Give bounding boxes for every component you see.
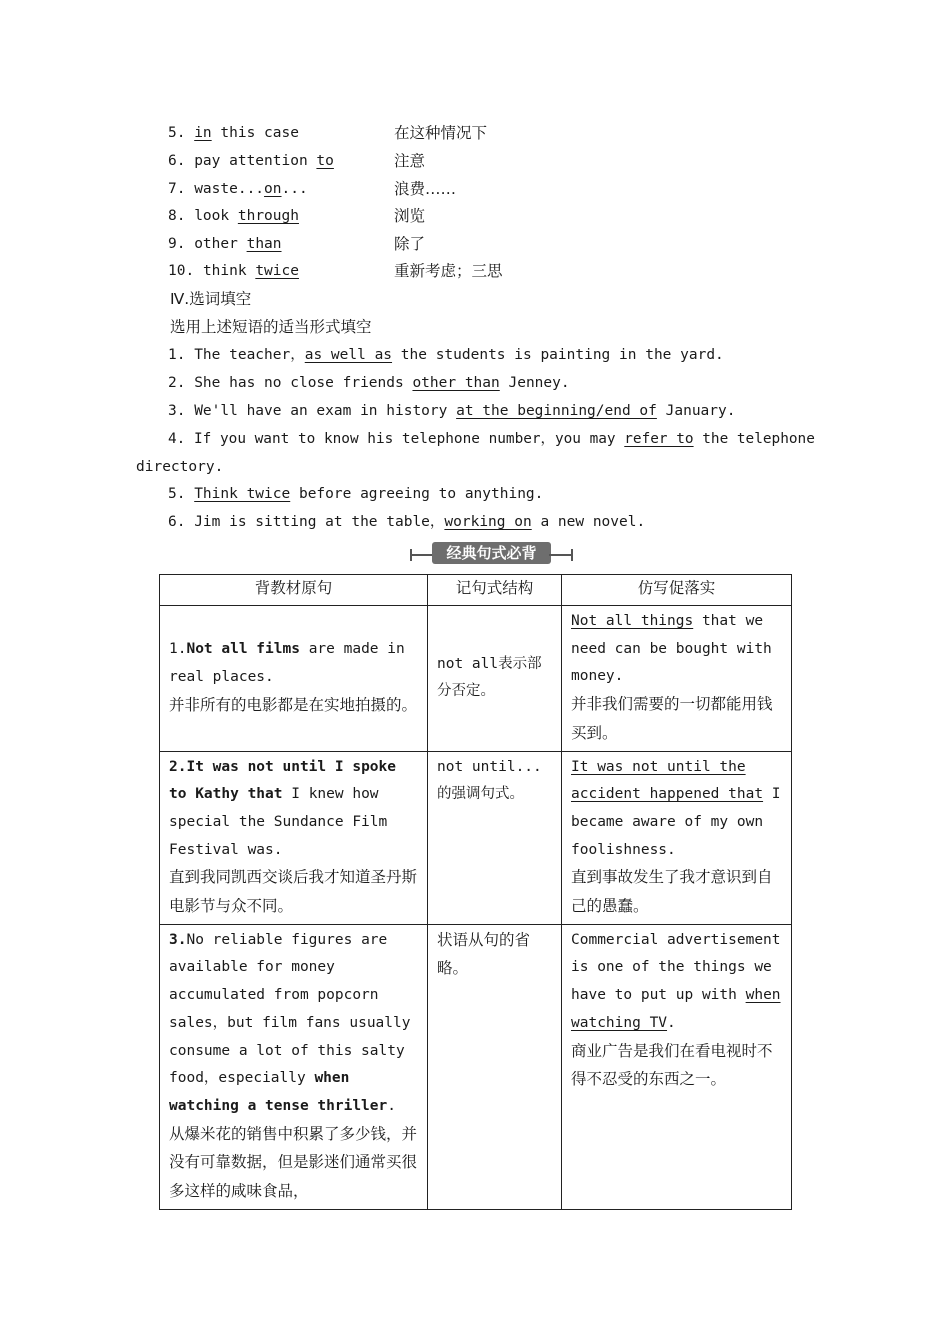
table-row — [160, 606, 792, 752]
column-header: 背教材原句 — [160, 575, 428, 606]
answer-blank: It was not until the accident happened that — [571, 758, 764, 803]
phrase-chinese: 浪费…… — [394, 180, 457, 198]
phrase-chinese: 浏览 — [394, 207, 426, 225]
translation: 并非我们需要的一切都能用钱买到。 — [571, 695, 773, 742]
original-sentence-cell: 3.No reliable figures are available for money accumulated from popcorn sales，but film fans usually consume a lot of this salty food，especially when watching a tense thriller. 从爆米花的销售中积累了多少钱，并没有可靠数据，但是影迷们通常买很多这样的咸味食品， — [160, 924, 428, 1209]
answer-blank: refer to — [624, 431, 694, 447]
table-row — [160, 751, 792, 924]
key-phrase: Not all films — [186, 641, 300, 658]
phrase-item — [0, 230, 700, 258]
answer-blank: to — [316, 153, 334, 169]
translation: 从爆米花的销售中积累了多少钱，并没有可靠数据，但是影迷们通常买很多这样的咸味食品， — [169, 1124, 418, 1201]
translation: 并非所有的电影都是在实地拍摄的。 — [169, 695, 418, 714]
imitation-cell: Not all things that we need can be bought with money. 并非我们需要的一切都能用钱买到。 — [562, 606, 792, 752]
exercise-item-continuation: directory. — [136, 459, 224, 475]
banner-title: 经典句式必背 — [432, 542, 551, 564]
phrase-chinese: 注意 — [394, 152, 426, 170]
phrase-english: 9. other than — [168, 236, 282, 252]
table-row — [160, 924, 792, 1209]
section-instruction: 选用上述短语的适当形式填空 — [170, 318, 372, 336]
exercise-item: 5. Think twice before agreeing to anything. — [168, 486, 544, 502]
phrase-english: 6. pay attention to — [168, 153, 334, 169]
column-header: 记句式结构 — [428, 575, 562, 606]
exercise-item: 2. She has no close friends other than Jenney. — [168, 375, 570, 391]
phrase-english: 7. waste...on... — [168, 181, 308, 197]
banner-decoration — [571, 549, 573, 561]
answer-blank: Think twice — [194, 486, 291, 502]
answer-blank: as well as — [304, 347, 393, 363]
answer-blank: than — [246, 236, 282, 252]
phrase-english: 5. in this case — [168, 125, 299, 141]
phrase-item — [0, 147, 700, 175]
phrase-chinese: 在这种情况下 — [394, 124, 488, 142]
column-header: 仿写促落实 — [562, 575, 792, 606]
phrase-item — [0, 119, 700, 147]
structure-cell: 状语从句的省略。 — [428, 924, 562, 1209]
banner-decoration — [549, 554, 573, 556]
section-banner — [410, 541, 573, 567]
phrase-english: 8. look through — [168, 208, 299, 224]
answer-blank: on — [264, 181, 282, 197]
exercise-item: 1. The teacher，as well as the students is painting in the yard. — [168, 347, 724, 363]
imitation-cell: Commercial advertisement is one of the things we have to put up with when watching TV. 商业广告是我们在看电视时不得不忍受的东西之一。 — [562, 924, 792, 1209]
exercise-item: 6. Jim is sitting at the table，working on a new novel. — [168, 514, 646, 530]
answer-blank: twice — [255, 263, 299, 279]
translation: 直到我同凯西交谈后我才知道圣丹斯电影节与众不同。 — [169, 868, 418, 916]
answer-blank: working on — [444, 514, 532, 530]
translation: 商业广告是我们在看电视时不得不忍受的东西之一。 — [571, 1041, 773, 1089]
phrase-item — [0, 175, 700, 203]
phrase-chinese: 除了 — [394, 235, 426, 253]
phrase-item — [0, 257, 700, 285]
answer-blank: in — [194, 125, 212, 141]
phrase-item — [0, 202, 700, 230]
answer-blank: when watching TV — [571, 987, 781, 1031]
answer-blank: at the beginning/end of — [456, 403, 657, 419]
answer-blank: other than — [412, 375, 500, 391]
key-phrase: when watching a tense thriller — [169, 1070, 388, 1114]
exercise-item: 3. We'll have an exam in history at the beginning/end of January. — [168, 403, 736, 419]
banner-decoration — [410, 554, 434, 556]
section-heading: Ⅳ.选词填空 — [170, 290, 252, 308]
phrase-chinese: 重新考虑；三思 — [394, 262, 503, 280]
translation: 直到事故发生了我才意识到自己的愚蠢。 — [571, 868, 773, 916]
phrase-english: 10. think twice — [168, 263, 299, 279]
original-sentence-cell: 1.Not all films are made in real places. 并非所有的电影都是在实地拍摄的。 — [160, 606, 428, 752]
imitation-cell: It was not until the accident happened that I became aware of my own foolishness. 直到事故发生了我才意识到自己的愚蠢。 — [562, 751, 792, 924]
answer-blank: Not all things — [571, 613, 694, 629]
answer-blank: through — [237, 208, 299, 224]
sentence-table — [159, 574, 792, 1210]
structure-cell: not all表示部分否定。 — [428, 606, 562, 752]
original-sentence-cell: 2.It was not until I spoke to Kathy that I knew how special the Sundance Film Festival was. 直到我同凯西交谈后我才知道圣丹斯电影节与众不同。 — [160, 751, 428, 924]
key-phrase: It was not until I spoke to Kathy that — [169, 758, 396, 803]
exercise-item: 4. If you want to know his telephone number，you may refer to the telephone — [168, 431, 815, 447]
structure-cell: not until...的强调句式。 — [428, 751, 562, 924]
table-header-row — [160, 575, 792, 606]
